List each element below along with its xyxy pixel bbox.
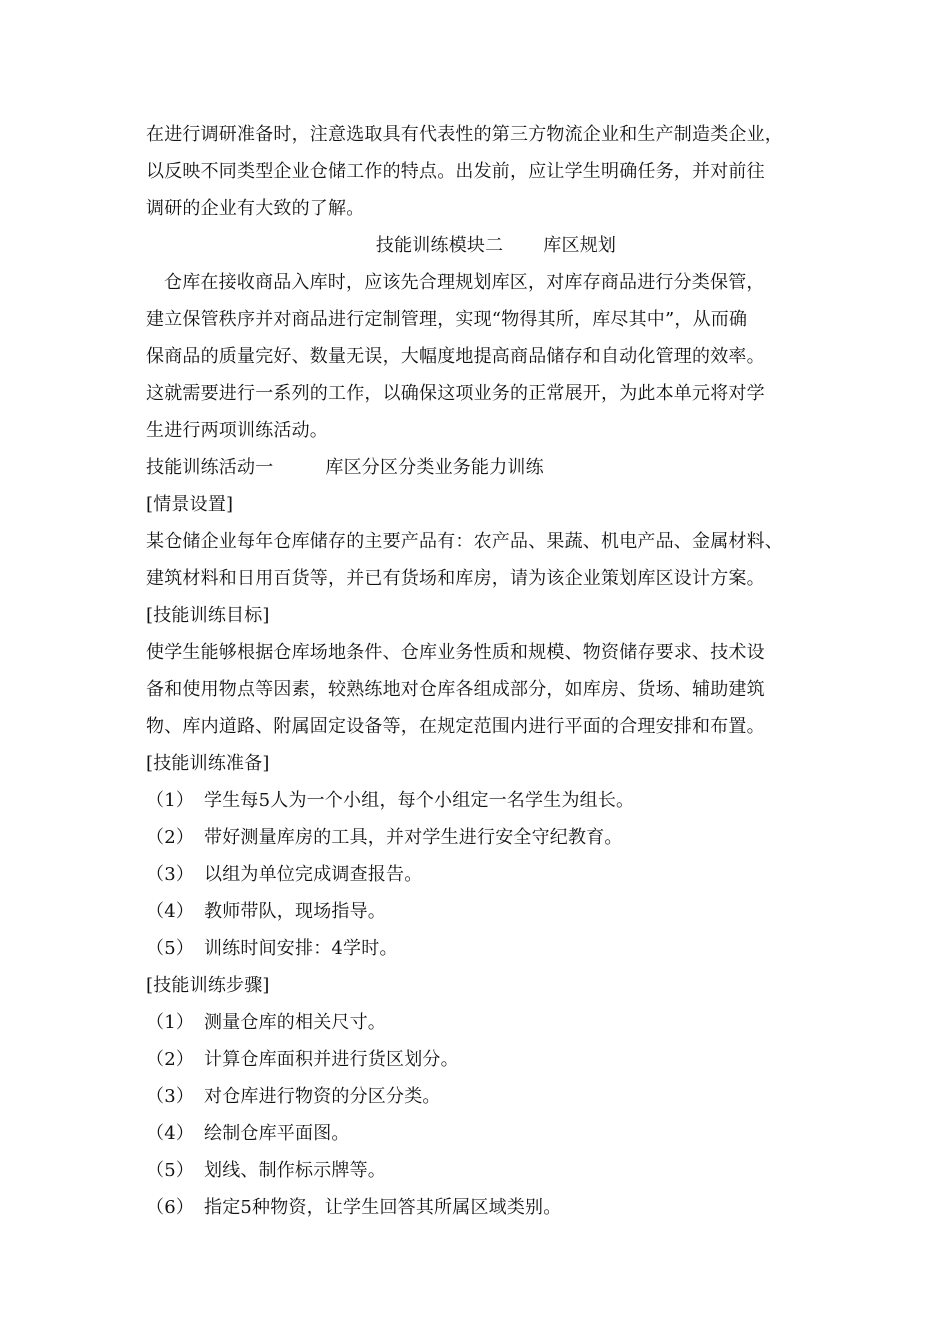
step-item-text: 计算仓库面积并进行货区划分。 <box>204 1049 459 1070</box>
prep-item-text: 带好测量库房的工具，并对学生进行安全守纪教育。 <box>204 827 623 848</box>
prep-item-number: （5） <box>146 938 195 959</box>
prep-item-text: 教师带队，现场指导。 <box>204 901 386 922</box>
step-item-number: （1） <box>146 1012 195 1033</box>
prep-item-text: 训练时间安排：4学时。 <box>204 938 398 959</box>
prep-heading: [技能训练准备] <box>146 753 270 774</box>
prep-item-text: 学生每5人为一个小组，每个小组定一名学生为组长。 <box>204 790 635 811</box>
module-title-left: 技能训练模块二 <box>375 235 504 256</box>
activity-title <box>146 449 826 486</box>
step-item-number: （2） <box>146 1049 195 1070</box>
module-line-2: 建立保管秩序并对商品进行定制管理，实现“物得其所，库尽其中”，从而确 <box>146 309 748 330</box>
step-item <box>146 1152 826 1189</box>
scenario-heading: [情景设置] <box>146 494 234 515</box>
prep-item-number: （1） <box>146 790 195 811</box>
module-line-5: 生进行两项训练活动。 <box>146 420 328 441</box>
module-line-4: 这就需要进行一系列的工作，以确保这项业务的正常展开，为此本单元将对学 <box>146 383 765 404</box>
step-item <box>146 1041 826 1078</box>
goal-line-2: 备和使用物点等因素，较熟练地对仓库各组成部分，如库房、货场、辅助建筑 <box>146 679 765 700</box>
prep-item-number: （4） <box>146 901 195 922</box>
step-item <box>146 1078 826 1115</box>
module-line-3: 保商品的质量完好、数量无误，大幅度地提高商品储存和自动化管理的效率。 <box>146 346 765 367</box>
step-item-number: （3） <box>146 1086 195 1107</box>
prep-item <box>146 930 826 967</box>
prep-item <box>146 782 826 819</box>
module-line-1: 仓库在接收商品入库时，应该先合理规划库区，对库存商品进行分类保管， <box>164 272 765 293</box>
intro-line-3: 调研的企业有大致的了解。 <box>146 198 365 219</box>
step-item-number: （6） <box>146 1197 195 1218</box>
intro-line-1: 在进行调研准备时，注意选取具有代表性的第三方物流企业和生产制造类企业， <box>146 124 783 145</box>
step-item-text: 对仓库进行物资的分区分类。 <box>204 1086 441 1107</box>
goal-heading: [技能训练目标] <box>146 605 270 626</box>
document-body <box>146 116 826 1226</box>
scenario-line-2: 建筑材料和日用百货等，并已有货场和库房，请为该企业策划库区设计方案。 <box>146 568 765 589</box>
step-item-number: （5） <box>146 1160 195 1181</box>
step-item <box>146 1004 826 1041</box>
prep-item-text: 以组为单位完成调查报告。 <box>204 864 423 885</box>
prep-item <box>146 856 826 893</box>
step-item-number: （4） <box>146 1123 195 1144</box>
step-item-text: 划线、制作标示牌等。 <box>204 1160 386 1181</box>
module-title-right: 库区规划 <box>543 235 617 256</box>
scenario-line-1: 某仓储企业每年仓库储存的主要产品有：农产品、果蔬、机电产品、金属材料、 <box>146 531 783 552</box>
prep-item-number: （2） <box>146 827 195 848</box>
intro-line-2: 以反映不同类型企业仓储工作的特点。出发前，应让学生明确任务，并对前往 <box>146 161 765 182</box>
goal-line-3: 物、库内道路、附属固定设备等，在规定范围内进行平面的合理安排和布置。 <box>146 716 765 737</box>
prep-item <box>146 819 826 856</box>
activity-title-right: 库区分区分类业务能力训练 <box>325 457 544 478</box>
activity-title-left: 技能训练活动一 <box>146 457 274 478</box>
steps-heading: [技能训练步骤] <box>146 975 270 996</box>
prep-item <box>146 893 826 930</box>
step-item <box>146 1115 826 1152</box>
step-item <box>146 1189 826 1226</box>
module-title <box>146 227 826 264</box>
goal-line-1: 使学生能够根据仓库场地条件、仓库业务性质和规模、物资储存要求、技术设 <box>146 642 765 663</box>
prep-item-number: （3） <box>146 864 195 885</box>
step-item-text: 测量仓库的相关尺寸。 <box>204 1012 386 1033</box>
step-item-text: 指定5种物资，让学生回答其所属区域类别。 <box>204 1197 562 1218</box>
step-item-text: 绘制仓库平面图。 <box>204 1123 350 1144</box>
